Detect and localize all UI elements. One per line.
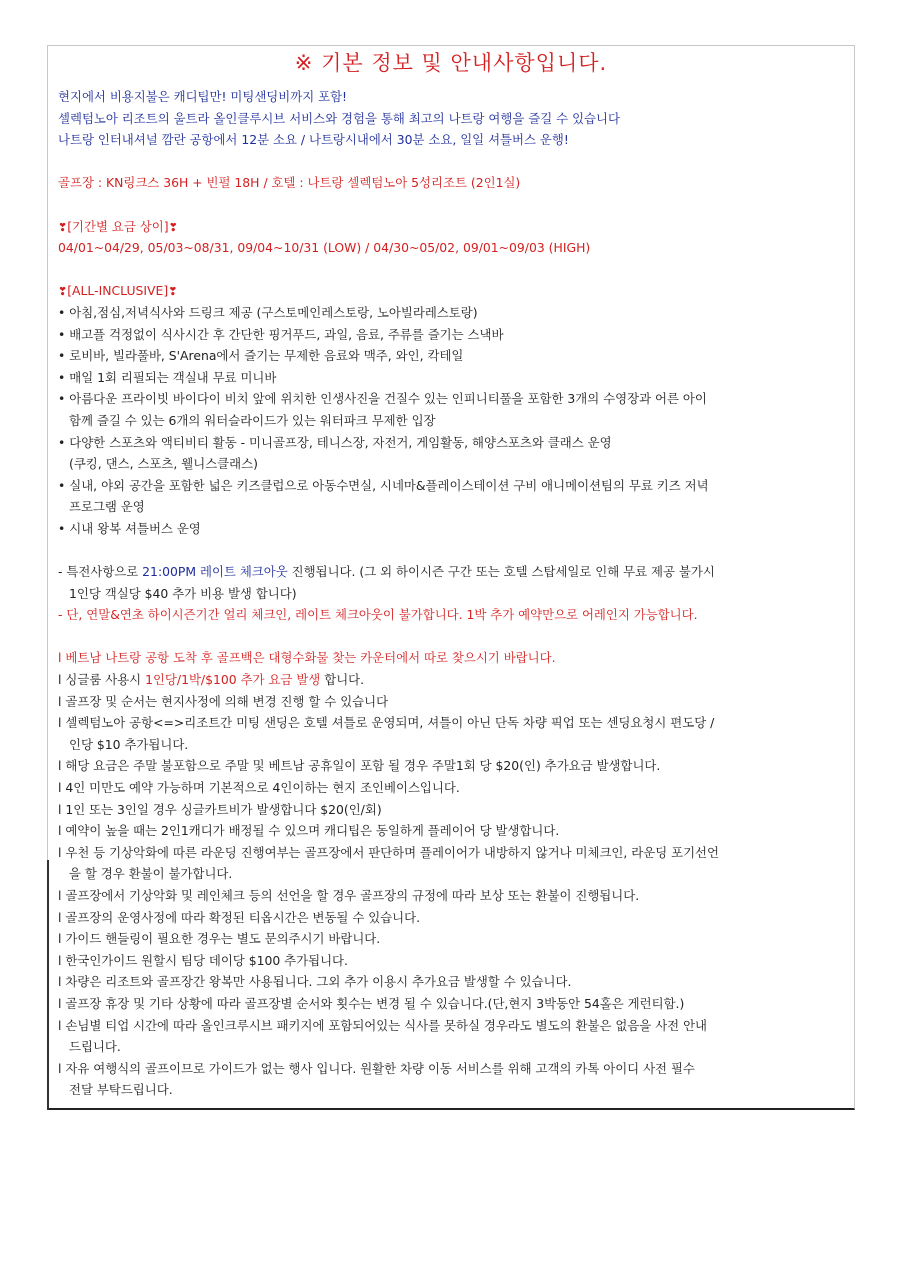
notice-item-cont: 을 할 경우 환불이 불가합니다. [69, 866, 233, 882]
notice-text: 합니다. [320, 672, 365, 688]
intro-line: 셀렉텀노아 리조트의 울트라 올인클루시브 서비스와 경험을 통해 최고의 나트랑 여행을 즐길 수 있습니다 [58, 110, 620, 126]
all-inclusive-heading-text: [ALL-INCLUSIVE] [67, 283, 169, 299]
inclusive-item: • 아름다운 프라이빗 바이다이 비치 앞에 위치한 인생사진을 건질수 있는 인피니티풀을 포함한 3개의 수영장과 어른 아이 [58, 391, 707, 407]
inclusive-item: • 실내, 야외 공간을 포함한 넓은 키즈클럽으로 아동수면실, 시네마&플레이스테이션 구비 애니메이션팀의 무료 키즈 저녁 [58, 477, 709, 493]
notice-item: l 자유 여행식의 골프이므로 가이드가 없는 행사 입니다. 원활한 차량 이동 서비스를 위해 고객의 카톡 아이디 사전 필수 [58, 1060, 695, 1076]
checkout-line [58, 561, 844, 583]
notice-item: l 손님별 티업 시간에 따라 올인크루시브 패키지에 포함되어있는 식사를 못하실 경우라도 별도의 환불은 없음을 사전 안내 [58, 1017, 708, 1033]
notice-content [58, 86, 844, 1101]
notice-item-cont: 전달 부탁드립니다. [69, 1082, 173, 1098]
heart-exclamation-icon: ❣ [168, 285, 178, 299]
heart-exclamation-icon: ❣ [58, 285, 68, 299]
notice-item: l 4인 미만도 예약 가능하며 기본적으로 4인이하는 현지 조인베이스입니다. [58, 780, 460, 795]
notice-golfbag: l 베트남 나트랑 공항 도착 후 골프백은 대형수화물 찾는 카운터에서 따로 찾으시기 바랍니다. [58, 650, 556, 666]
inclusive-item: • 배고플 걱정없이 식사시간 후 간단한 핑거푸드, 과일, 음료, 주류를 즐기는 스낵바 [58, 326, 504, 342]
notice-item: l 예약이 높을 때는 2인1캐디가 배정될 수 있으며 캐디팁은 동일하게 플레이어 당 발생합니다. [58, 823, 560, 839]
notice-item: l 골프장에서 기상악화 및 레인체크 등의 선언을 할 경우 골프장의 규정에 따라 보상 또는 환불이 진행됩니다. [58, 887, 640, 903]
notice-item: l 골프장의 운영사정에 따라 확정된 티옵시간은 변동될 수 있습니다. [58, 909, 421, 925]
late-checkout-highlight: 21:00PM 레이트 체크아웃 [142, 564, 288, 580]
course-hotel-line: 골프장 : KN링크스 36H + 빈펄 18H / 호텔 : 나트랑 셀렉텀노아 5성리조트 (2인1실) [58, 175, 521, 191]
inclusive-item: • 아침,점심,저녁식사와 드링크 제공 (구스토메인레스토랑, 노아빌라레스토랑) [58, 304, 478, 320]
period-heading-text: [기간별 요금 상이] [67, 218, 169, 234]
info-notice-box [47, 45, 855, 1110]
period-dates: 04/01~04/29, 05/03~08/31, 09/04~10/31 (LOW) / 04/30~05/02, 09/01~09/03 (HIGH) [58, 240, 591, 256]
inclusive-item: • 시내 왕복 셔틀버스 운영 [58, 520, 201, 536]
inclusive-item: • 로비바, 빌라풀바, S'Arena에서 즐기는 무제한 음료와 맥주, 와인, 칵테일 [58, 348, 464, 364]
notice-item: l 1인 또는 3인일 경우 싱글카트비가 발생합니다 $20(인/회) [58, 801, 382, 817]
single-room-fee-highlight: 1인당/1박/$100 추가 요금 발생 [145, 672, 321, 688]
intro-line: 나트랑 인터내셔널 깜란 공항에서 12분 소요 / 나트랑시내에서 30분 소요, 일일 셔틀버스 운행! [58, 132, 569, 148]
checkout-restriction: - 단, 연말&연초 하이시즌기간 얼리 체크인, 레이트 체크아웃이 불가합니다. 1박 추가 예약만으로 어레인지 가능합니다. [58, 607, 698, 623]
notice-item-cont: 인당 $10 추가됩니다. [69, 736, 189, 752]
page-title: ※ 기본 정보 및 안내사항입니다. [294, 51, 608, 75]
notice-item: l 셀렉텀노아 공항<=>리조트간 미팅 샌딩은 호텔 셔틀로 운영되며, 셔틀이 아닌 단독 차량 픽업 또는 센딩요청시 편도당 / [58, 715, 715, 731]
notice-single-room [58, 669, 844, 691]
notice-item: l 우천 등 기상악화에 따른 라운딩 진행여부는 골프장에서 판단하며 플레이어가 내방하지 않거나 미체크인, 라운딩 포기선언 [58, 844, 719, 860]
period-heading [58, 216, 844, 238]
checkout-text: - 특전사항으로 [58, 564, 143, 580]
intro-line: 현지에서 비용지불은 캐디팁만! 미팅샌딩비까지 포함! [58, 89, 348, 104]
checkout-line-cont: 1인당 객실당 $40 추가 비용 발생 합니다) [69, 585, 297, 601]
inclusive-item: • 다양한 스포츠와 액티비티 활동 - 미니골프장, 테니스장, 자전거, 게임활동, 해양스포츠와 클래스 운영 [58, 434, 612, 450]
notice-item: l 가이드 핸들링이 필요한 경우는 별도 문의주시기 바랍니다. [58, 931, 381, 947]
inclusive-item-cont: 프로그램 운영 [69, 499, 145, 515]
notice-item: l 한국인가이드 원할시 팀당 데이당 $100 추가됩니다. [58, 952, 348, 968]
notice-item: l 차량은 리조트와 골프장간 왕복만 사용됩니다. 그외 추가 이용시 추가요금 발생할 수 있습니다. [58, 974, 572, 990]
all-inclusive-heading [58, 280, 844, 302]
inclusive-item-cont: 함께 즐길 수 있는 6개의 워터슬라이드가 있는 워터파크 무제한 입장 [69, 412, 436, 428]
notice-item: l 골프장 휴장 및 기타 상황에 따라 골프장별 순서와 횟수는 변경 될 수 있습니다.(단,현지 3박동안 54홀은 게런티함.) [58, 995, 685, 1011]
heart-exclamation-icon: ❣ [58, 220, 68, 234]
inclusive-item: • 매일 1회 리필되는 객실내 무료 미니바 [58, 369, 277, 385]
checkout-text: 진행됩니다. (그 외 하이시즌 구간 또는 호텔 스탑세일로 인해 무료 제공 불가시 [287, 564, 715, 580]
box-border-accent [47, 860, 49, 1110]
notice-text: l 싱글룸 사용시 [58, 672, 146, 688]
notice-item: l 해당 요금은 주말 불포함으로 주말 및 베트남 공휴일이 포함 될 경우 주말1회 당 $20(인) 추가요금 발생합니다. [58, 758, 661, 774]
heart-exclamation-icon: ❣ [168, 220, 178, 234]
inclusive-item-cont: (쿠킹, 댄스, 스포츠, 웰니스클래스) [69, 456, 258, 472]
notice-item: l 골프장 및 순서는 현지사정에 의해 변경 진행 할 수 있습니다 [58, 693, 389, 709]
notice-item-cont: 드립니다. [69, 1039, 121, 1055]
